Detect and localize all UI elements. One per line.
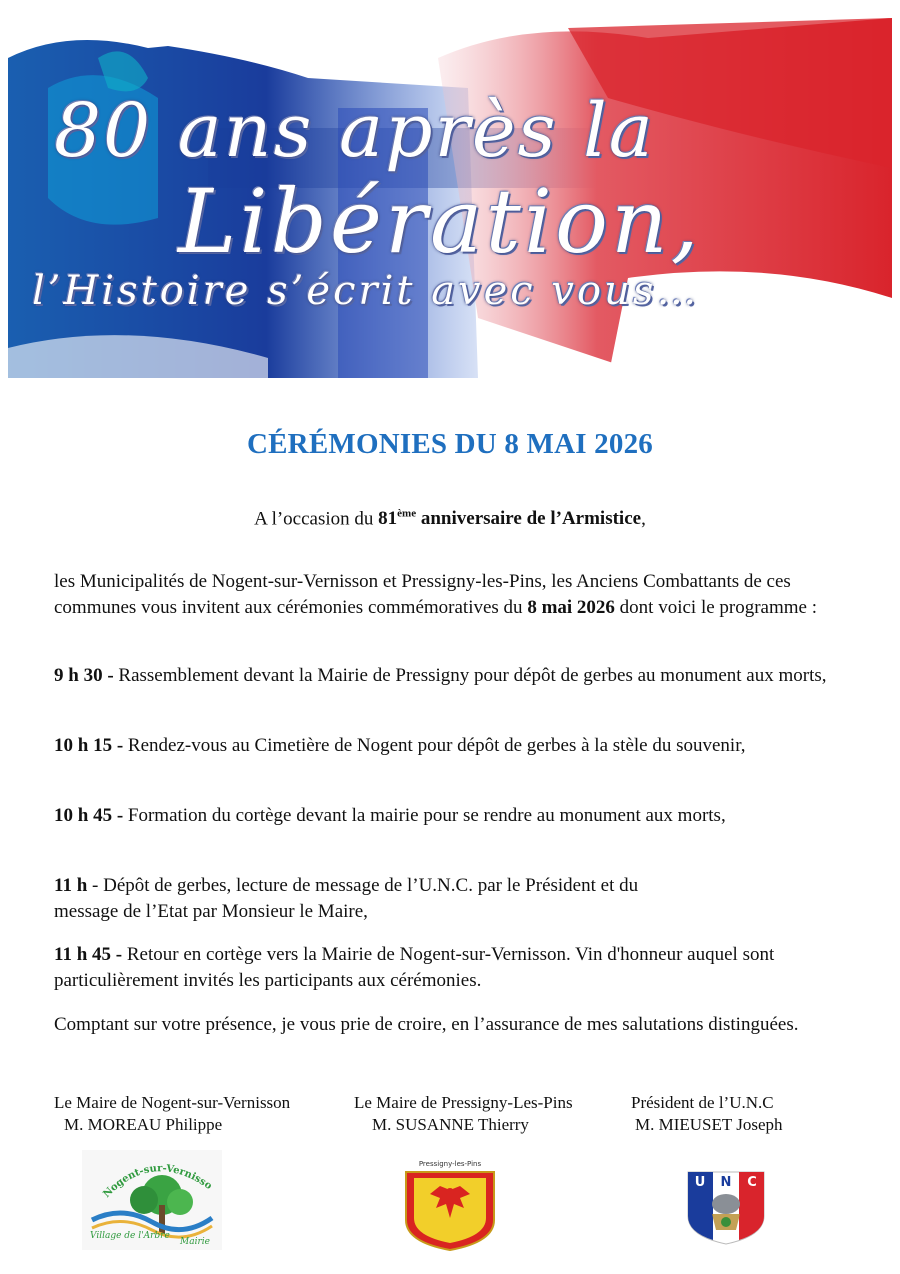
program-text: Rassemblement devant la Mairie de Pressigny pour dépôt de gerbes au monument aux morts, xyxy=(113,665,827,686)
program-text-line-2: message de l’Etat par Monsieur le Maire, xyxy=(54,901,368,922)
unc-logo xyxy=(686,1170,766,1246)
signatory-pressigny xyxy=(354,1092,573,1136)
program-time: 10 h 15 - xyxy=(54,735,124,756)
program-text: Rendez-vous au Cimetière de Nogent pour dépôt de gerbes à la stèle du souvenir, xyxy=(123,735,746,756)
page-title: CÉRÉMONIES DU 8 MAI 2026 xyxy=(247,428,653,460)
pressigny-logo-caption: Pressigny-les-Pins xyxy=(418,1160,482,1168)
unc-letter-n: N xyxy=(720,1175,732,1190)
signatory-nogent xyxy=(54,1092,290,1136)
occasion-suffix: , xyxy=(641,508,646,530)
unc-letter-c: C xyxy=(747,1175,757,1190)
program-time: 9 h 30 - xyxy=(54,665,114,686)
program-item-3 xyxy=(54,803,854,829)
signatory-unc xyxy=(631,1092,783,1136)
program-text: Retour en cortège vers la Mairie de Nogent-sur-Vernisson. Vin d'honneur auquel sont particulièrement invités les participants aux cérémonies. xyxy=(54,944,775,991)
program-text: Formation du cortège devant la mairie pour se rendre au monument aux morts, xyxy=(123,805,726,826)
nogent-logo-left: Village de l'Arbre xyxy=(90,1231,170,1241)
banner-image xyxy=(8,18,892,378)
nogent-logo xyxy=(82,1150,222,1250)
nogent-logo-top: Nogent-sur-Vernisso xyxy=(101,1163,214,1200)
program-text: - Dépôt de gerbes, lecture de message de l’U.N.C. par le Président et du xyxy=(87,875,639,896)
program-item-5 xyxy=(54,942,854,994)
signatory-name: M. MIEUSET Joseph xyxy=(635,1115,783,1134)
closing-paragraph: Comptant sur votre présence, je vous prie de croire, en l’assurance de mes salutations distinguées. xyxy=(54,1014,799,1035)
pressigny-logo xyxy=(400,1156,500,1252)
occasion-sup: ème xyxy=(397,508,417,520)
program-item-2 xyxy=(54,733,854,759)
occasion-bold: anniversaire de l’Armistice xyxy=(416,508,642,530)
signatory-role: Le Maire de Pressigny-Les-Pins xyxy=(354,1093,573,1112)
program-time: 11 h xyxy=(54,875,88,896)
intro-paragraph xyxy=(54,569,854,621)
signatory-name: M. SUSANNE Thierry xyxy=(372,1115,529,1134)
nogent-logo-right: Mairie xyxy=(180,1237,210,1247)
program-time: 10 h 45 - xyxy=(54,805,124,826)
unc-letter-u: U xyxy=(694,1175,706,1190)
banner-line-1: 80 ans après la xyxy=(54,88,655,174)
banner-line-3: l’Histoire s’écrit avec vous… xyxy=(32,268,700,314)
program-time: 11 h 45 - xyxy=(54,944,123,965)
occasion-line xyxy=(0,508,900,530)
intro-text: les Municipalités de Nogent-sur-Vernisson et Pressigny-les-Pins, les Anciens Combattants de ces communes vous invitent aux cérémonies commémoratives du xyxy=(54,571,791,618)
signatory-name: M. MOREAU Philippe xyxy=(64,1115,223,1134)
program-item-4 xyxy=(54,873,854,925)
intro-end: dont voici le programme : xyxy=(614,597,818,618)
intro-date: 8 mai 2026 xyxy=(527,597,615,618)
signatory-role: Président de l’U.N.C xyxy=(631,1093,774,1112)
program-item-1 xyxy=(54,663,854,689)
banner-line-2: Libération, xyxy=(178,170,702,273)
occasion-prefix: A l’occasion du xyxy=(254,508,379,530)
occasion-number: 81 xyxy=(378,508,398,530)
signatory-role: Le Maire de Nogent-sur-Vernisson xyxy=(54,1093,291,1112)
